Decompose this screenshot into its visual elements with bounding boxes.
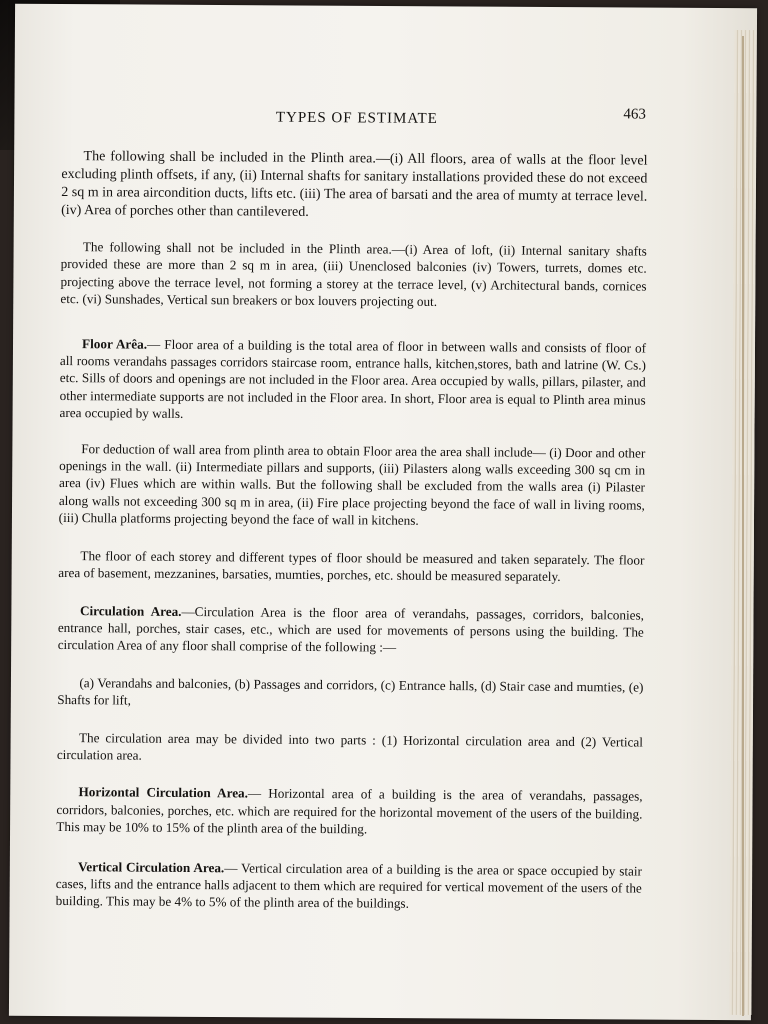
running-head bbox=[62, 100, 648, 135]
paragraph-text: — Horizontal area of a building is the area of verandahs, passages, corridors, balconies, porches, etc. which are required for the horizontal movement of the users of the building. This may be 10% to 15% of the plinth area of the building. bbox=[56, 785, 643, 837]
paragraph-horizontal-circulation bbox=[56, 783, 642, 840]
paragraph-term: Vertical Circulation Area. bbox=[77, 858, 225, 875]
paragraph-floor-area bbox=[59, 335, 646, 427]
paragraph-text: The floor of each storey and different types of floor should be measured and taken separately. The floor area of basement, mezzanines, barsaties, mumties, porches, etc. should be measured separately. bbox=[58, 547, 645, 585]
paragraph-text: The circulation area may be divided into two parts : (1) Horizontal circulation area and (2) Vertical circulation area. bbox=[56, 729, 644, 763]
paragraph-circulation-parts bbox=[57, 729, 643, 768]
paragraph-text: For deduction of wall area from plinth area to obtain Floor area the area shall include— (i) Door and other openings in the wall. (ii) Intermediate pillars and supports, (iii) Pilasters along walls exceeding 300 sq cm in area (iv) Flues which are within walls. But the following shall be excluded from the walls area (i) Pilaster along walls not exceeding 300 sq m in area, (ii) Fire place projecting beyond the face of wall in living rooms, (iii) Chulla platforms projecting beyond the face of wall in kitchens. bbox=[58, 440, 646, 529]
paragraph-text: The following shall not be included in the Plinth area.—(i) Area of loft, (ii) Internal sanitary shafts provided these are more than 2 sq m in area, (iii) Unenclosed balconies (iv) Towers, turrets, domes etc. projecting above the terrace level, not forming a storey at the terrace level, (v) Architectural bands, cornices etc. (vi) Sunshades, Vertical sun breakers or box louvers projecting out. bbox=[60, 239, 647, 310]
paragraph-text: —Circulation Area is the floor area of verandahs, passages, corridors, balconies, entrance hall, porches, stair cases, etc., which are used for movements of persons using the building. The circulation Area of any floor shall comprise of the following :— bbox=[57, 603, 645, 655]
paragraph-text: — Floor area of a building is the total area of floor in between walls and consists of floor of all rooms verandahs passages corridors staircase room, entrance halls, kitchen,stores, bath and latrine (W. Cs.) etc. Sills of doors and openings are not included in the Floor area. Area occupied by walls, pillars, pilaster, and other intermediate supports are not included in the Floor area. In short, Floor area is equal to Plinth area minus area occupied by walls. bbox=[59, 336, 647, 422]
page-content bbox=[56, 100, 648, 914]
paragraph-storey-measurement bbox=[58, 547, 644, 586]
paragraph-term: Horizontal Circulation Area. bbox=[78, 784, 249, 801]
paragraph-circulation-area bbox=[58, 601, 644, 658]
paragraph-wall-deduction bbox=[59, 440, 646, 532]
paragraph-plinth-included bbox=[61, 148, 648, 225]
paragraph-vertical-circulation bbox=[56, 858, 642, 915]
page-edge-line bbox=[742, 36, 744, 1016]
paragraph-text: The following shall be included in the Plinth area.—(i) All floors, area of walls at the floor level excluding plinth offsets, if any, (ii) Internal shafts for sanitary installations provided these do not exceed 2 sq m in area aircondition ducts, lifts etc. (iii) The area of barsati and the area of mumty at terrace level. (iv) Area of porches other than cantilevered. bbox=[61, 149, 648, 220]
paragraph-text: — Vertical circulation area of a building is the area or space occupied by stair cases, lifts and the entrance halls adjacent to them which are required for vertical movement of the users of the building. This may be 4% to 5% of the plinth area of the buildings. bbox=[55, 859, 643, 912]
running-head-title: TYPES OF ESTIMATE bbox=[275, 109, 438, 127]
page-number: 463 bbox=[623, 106, 646, 123]
paragraph-plinth-excluded bbox=[60, 238, 647, 312]
paragraph-term: Floor Arêa. bbox=[82, 335, 148, 352]
paragraph-circulation-items bbox=[57, 674, 643, 713]
paragraph-text: (a) Verandahs and balconies, (b) Passages and corridors, (c) Entrance halls, (d) Stair case and mumties, (e) Shafts for lift, bbox=[57, 674, 644, 708]
paragraph-term: Circulation Area. bbox=[79, 602, 182, 619]
